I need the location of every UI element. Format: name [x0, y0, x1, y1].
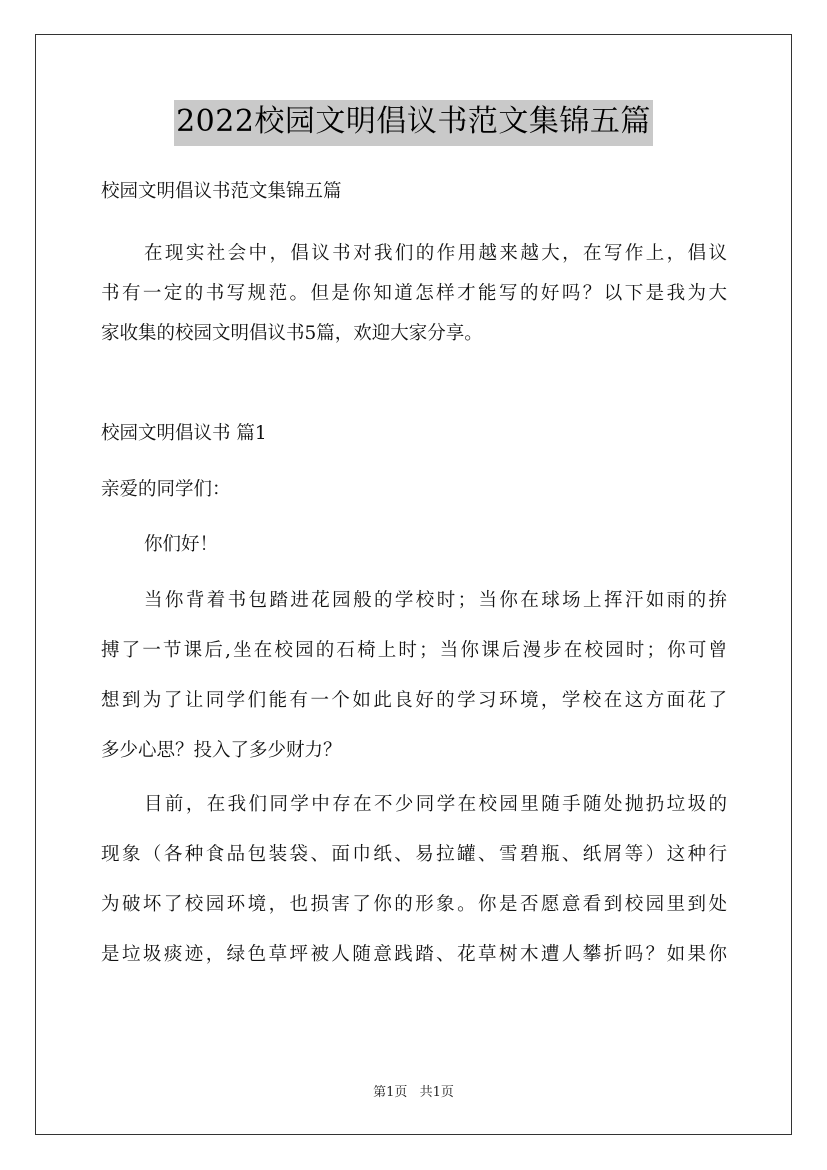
- intro-line: 家收集的校园文明倡议书5篇，欢迎大家分享。: [101, 323, 483, 344]
- paragraph-line: 搏了一节课后,坐在校园的石椅上时；当你课后漫步在校园时；你可曾: [101, 640, 727, 661]
- paragraph-line: 多少心思？投入了多少财力？: [101, 740, 342, 761]
- paragraph-line: 是垃圾痰迹，绿色草坪被人随意践踏、花草树木遭人攀折吗？如果你: [101, 944, 727, 965]
- document-title: 2022校园文明倡议书范文集锦五篇: [174, 100, 653, 146]
- document-body: [101, 172, 727, 975]
- intro-line: 书有一定的书写规范。但是你知道怎样才能写的好吗？以下是我为大: [101, 283, 727, 304]
- page-total: 共1页: [419, 1085, 454, 1100]
- paragraph-line: 为破坏了校园环境，也损害了你的形象。你是否愿意看到校园里到处: [101, 894, 727, 915]
- paragraph-line: 现象（各种食品包装袋、面巾纸、易拉罐、雪碧瓶、纸屑等）这种行: [101, 844, 727, 865]
- salutation: 亲爱的同学们：: [101, 479, 231, 500]
- greeting: 你们好！: [144, 534, 219, 555]
- paragraph-line: 想到为了让同学们能有一个如此良好的学习环境，学校在这方面花了: [101, 690, 727, 711]
- page-footer: [0, 1081, 827, 1100]
- paragraph-line: 当你背着书包踏进花园般的学校时；当你在球场上挥汗如雨的拚: [144, 590, 727, 611]
- subtitle: 校园文明倡议书范文集锦五篇: [101, 181, 342, 202]
- page-number: 第1页: [373, 1085, 408, 1100]
- section-heading: 校园文明倡议书 篇1: [101, 423, 267, 444]
- intro-line: 在现实社会中，倡议书对我们的作用越来越大，在写作上，倡议: [144, 243, 727, 264]
- title-container: [0, 100, 827, 146]
- paragraph-line: 目前，在我们同学中存在不少同学在校园里随手随处抛扔垃圾的: [144, 794, 727, 815]
